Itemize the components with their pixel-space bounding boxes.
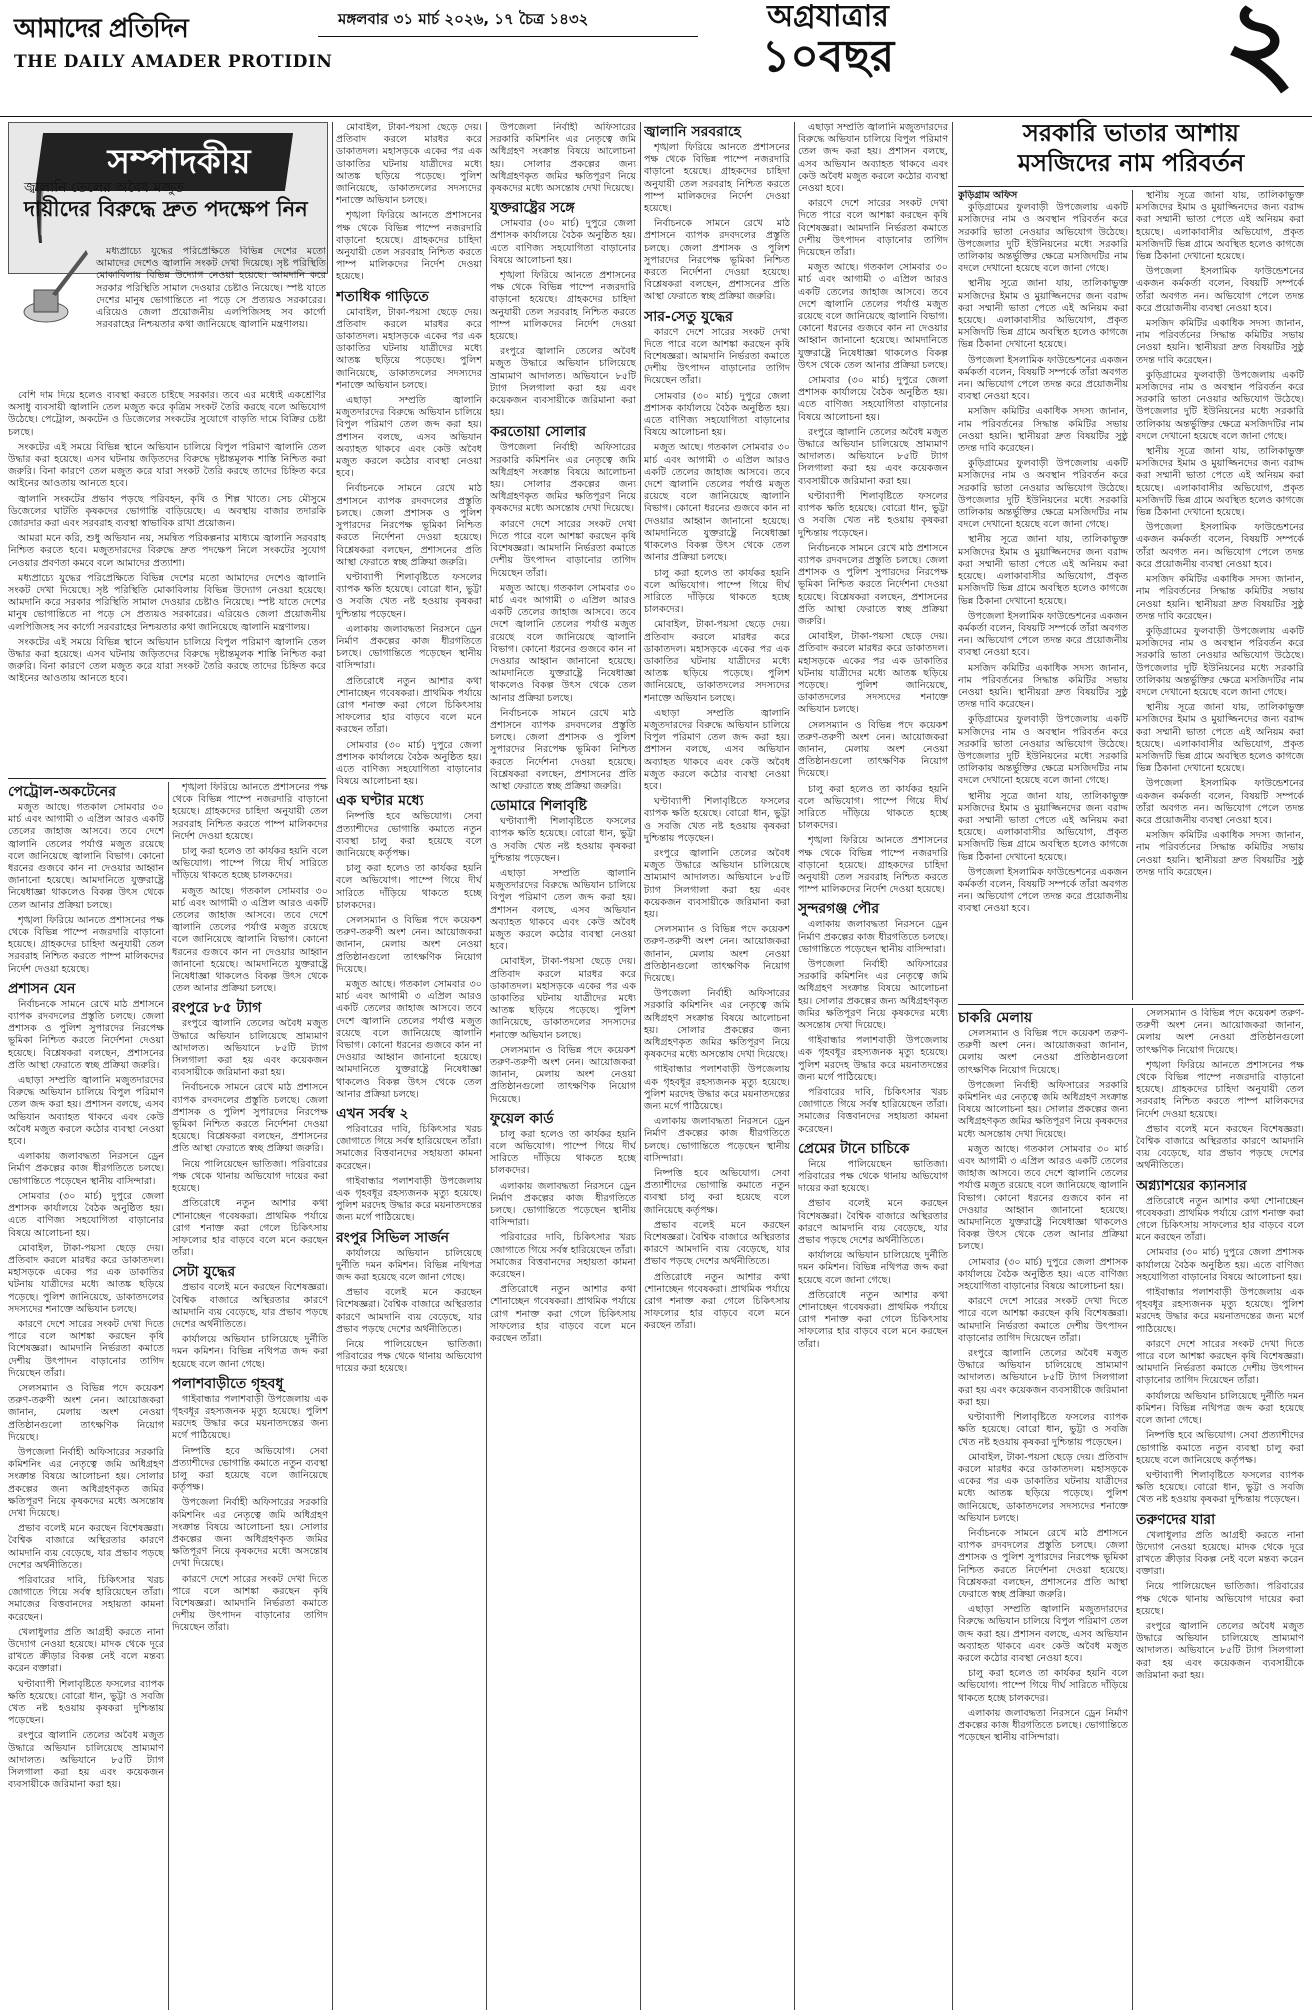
story-body: সেলসম্যান ও বিভিন্ন পদে কয়েকশ তরুণ-তরুণী অংশ নেন। আয়োজকরা জানান, মেলায় অংশ নেওয়া প্রতিষ্ঠানগুলো তাৎক্ষণিক নিয়োগ দিয়েছে। [1136, 1008, 1304, 1056]
anniversary-line-2: ১০বছর [761, 31, 895, 82]
story-body: নির্বাচনকে সামনে রেখে মাঠ প্রশাসনে ব্যাপক রদবদলের প্রস্তুতি চলছে। জেলা প্রশাসক ও পুলিশ সুপারদের নিরপেক্ষ ভূমিকা নিশ্চিত করতে নির্দেশনা দেওয়া হয়েছে। বিশ্লেষকরা বলছেন, প্রশাসনের প্রতি আস্থা ফেরাতে স্বচ্ছ প্রক্রিয়া জরুরি। [336, 483, 482, 568]
lead-byline: কুড়িগ্রাম অফিস [958, 190, 1018, 201]
lead-paragraph: স্থানীয় সূত্রে জানা যায়, তালিকাভুক্ত মসজিদের ইমাম ও মুয়াজ্জিনদের জন্য বরাদ্দ করা সম্মানী ভাতা পেতে এই অনিয়ম করা হয়েছে। এলাকাবাসীর অভিযোগ, প্রকৃত মসজিদটি ভিন্ন গ্রামে অবস্থিত হলেও কাগজে ভিন্ন ঠিকানা দেখানো হয়েছে। [1136, 190, 1304, 263]
editorial-banner-title: সম্পাদকীয় [107, 142, 251, 182]
story-body: মোবাইল, টাকা-পয়সা ছেড়ে দেয়। প্রতিবাদ করলে মারধর করে ডাকাতদল। মহাসড়কে একের পর এক ডাকাতির ঘটনায় যাত্রীদের মধ্যে আতঙ্ক ছড়িয়ে পড়েছে। পুলিশ জানিয়েছে, ডাকাতদলের সদস্যদের শনাক্তে অভিযান চলছে। [490, 956, 636, 1041]
story-body: সোমবার (৩০ মার্চ) দুপুরে জেলা প্রশাসক কার্যালয়ে বৈঠক অনুষ্ঠিত হয়। এতে বাণিজ্য সহযোগিতা বাড়ানোর বিষয়ে আলোচনা হয়। [490, 218, 636, 266]
column-5 [644, 122, 790, 2010]
story-body: চালু করা হলেও তা কার্যকর হয়নি বলে অভিযোগ। পাম্পে গিয়ে দীর্ঘ সারিতে দাঁড়িয়ে থাকতে হচ্ছে চালকদের। [644, 567, 790, 616]
editorial-body [8, 390, 326, 774]
story-body: এলাকায় জলাবদ্ধতা নিরসনে ড্রেন নির্মাণ প্রকল্পের কাজ ধীরগতিতে চলছে। ভোগান্তিতে পড়েছেন স্থানীয় বাসিন্দারা। [336, 623, 482, 672]
story-body: কার্যালয়ে অভিযান চালিয়েছে দুর্নীতি দমন কমিশন। বিভিন্ন নথিপত্র জব্দ করা হয়েছে বলে জানা গেছে। [336, 1247, 482, 1284]
story-body: সোমবার (৩০ মার্চ) দুপুরে জেলা প্রশাসক কার্যালয়ে বৈঠক অনুষ্ঠিত হয়। এতে বাণিজ্য সহযোগিতা বাড়ানোর বিষয়ে আলোচনা হয়। [644, 390, 790, 439]
masthead [8, 0, 1304, 118]
masthead-divider [0, 116, 1312, 117]
story-body: উপজেলা নির্বাহী অফিসারের সরকারি কমিশনিং এর নেতৃত্বে জমি অধিগ্রহণ সংক্রান্ত বিষয়ে আলোচনা হয়। সোলার প্রকল্পের জন্য অধিগ্রহণকৃত জমির ক্ষতিপূরণ নিয়ে কৃষকদের মধ্যে অসন্তোষ দেখা দিয়েছে। [8, 1446, 164, 1519]
story-title[interactable]: চাকরি মেলায় [958, 1010, 1033, 1026]
editorial-paragraph: সংকটের এই সময়ে বিভিন্ন স্থানে অভিযান চালিয়ে বিপুল পরিমাণ জ্বালানি তেল উদ্ধার করা হয়েছে। এসব ঘটনায় জড়িতদের বিরুদ্ধে দৃষ্টান্তমূলক শাস্তি নিশ্চিত করা জরুরি। বিনা কারণে তেল মজুত করে যারা সংকট তৈরি করছে তাদের চিহ্নিত করে আইনের আওতায় আনতে হবে। [8, 441, 326, 490]
lead-paragraph: কুড়িগ্রামের ফুলবাড়ী উপজেলায় একটি মসজিদের নাম ও অবস্থান পরিবর্তন করে সরকারি ভাতা নেওয়ার অভিযোগ উঠেছে। উপজেলার দুটি ইউনিয়নের মধ্যে সরকারি তালিকায় অন্তর্ভুক্তির ক্ষেত্রে মসজিদটির নাম বদলে দেখানো হয়েছে বলে জানা গেছে। [1136, 369, 1304, 442]
story-title[interactable]: রংপুরে ৮৫ ট্যাগ [172, 1000, 262, 1017]
story-body: মোবাইল, টাকা-পয়সা ছেড়ে দেয়। প্রতিবাদ করলে মারধর করে ডাকাতদল। মহাসড়কে একের পর এক ডাকাতির ঘটনায় যাত্রীদের মধ্যে আতঙ্ক ছড়িয়ে পড়েছে। পুলিশ জানিয়েছে, ডাকাতদলের সদস্যদের শনাক্তে অভিযান চলছে। [8, 1242, 164, 1315]
lead-paragraph: মসজিদ কমিটির একাধিক সদস্য জানান, নাম পরিবর্তনের সিদ্ধান্ত কমিটির সভায় নেওয়া হয়নি। স্থানীয়রা দ্রুত বিষয়টির সুষ্ঠু তদন্ত দাবি করেছেন। [958, 662, 1128, 711]
story-body: উপজেলা নির্বাহী অফিসারের সরকারি কমিশনিং এর নেতৃত্বে জমি অধিগ্রহণ সংক্রান্ত বিষয়ে আলোচনা হয়। সোলার প্রকল্পের জন্য অধিগ্রহণকৃত জমির ক্ষতিপূরণ নিয়ে কৃষকদের মধ্যে অসন্তোষ দেখা দিয়েছে। [172, 1497, 328, 1570]
story-body: গাইবান্ধার পলাশবাড়ী উপজেলায় এক গৃহবধূর রহস্যজনক মৃত্যু হয়েছে। পুলিশ মরদেহ উদ্ধার করে ময়নাতদন্তের জন্য মর্গে পাঠিয়েছে। [644, 1064, 790, 1113]
editorial-paragraph: জ্বালানি সংকটের প্রভাব পড়ছে পরিবহন, কৃষি ও শিল্প খাতে। সেচ মৌসুমে ডিজেলের ঘাটতি কৃষকদের ভোগান্তি বাড়িয়েছে। এ অবস্থায় বাজার তদারকি জোরদার করা এবং সরবরাহ ব্যবস্থা স্বাভাবিক রাখা প্রয়োজন। [8, 493, 326, 530]
story-body: মজুত আছে। গতকাল সোমবার ৩০ মার্চ এবং আগামী ৩ এপ্রিল আরও একটি তেলের জাহাজ আসবে। তবে দেশে জ্বালানি তেলের পর্যাপ্ত মজুত রয়েছে বলে জানিয়েছে জ্বালানি বিভাগ। কোনো ধরনের গুজবে কান না দেওয়ার আহ্বান জানানো হয়েছে। আমদানিতে যুক্তরাষ্ট্রে নিষেধাজ্ঞা থাকলেও বিকল্প উৎস থেকে তেল আনার প্রক্রিয়া চলছে। [798, 262, 948, 371]
story-body: প্রতিরোধে নতুন আশার কথা শোনাচ্ছেন গবেষকরা। প্রাথমিক পর্যায়ে রোগ শনাক্ত করা গেলে চিকিৎসায় সাফল্যের হার বাড়বে বলে মনে করছেন তাঁরা। [490, 1284, 636, 1345]
story-body: মোবাইল, টাকা-পয়সা ছেড়ে দেয়। প্রতিবাদ করলে মারধর করে ডাকাতদল। মহাসড়কে একের পর এক ডাকাতির ঘটনায় যাত্রীদের মধ্যে আতঙ্ক ছড়িয়ে পড়েছে। পুলিশ জানিয়েছে, ডাকাতদলের সদস্যদের শনাক্তে অভিযান চলছে। [958, 1451, 1128, 1524]
story-title[interactable]: এক ঘণ্টার মধ্যে [336, 793, 424, 810]
anniversary-badge [728, 0, 928, 80]
story-body: চালু করা হলেও তা কার্যকর হয়নি বলে অভিযোগ। পাম্পে গিয়ে দীর্ঘ সারিতে দাঁড়িয়ে থাকতে হচ্ছে চালকদের। [172, 846, 328, 882]
story-body: উপজেলা নির্বাহী অফিসারের সরকারি কমিশনিং এর নেতৃত্বে জমি অধিগ্রহণ সংক্রান্ত বিষয়ে আলোচনা হয়। সোলার প্রকল্পের জন্য অধিগ্রহণকৃত জমির ক্ষতিপূরণ নিয়ে কৃষকদের মধ্যে অসন্তোষ দেখা দিয়েছে। [490, 442, 636, 515]
story-body: প্রভাব বলেই মনে করছেন বিশেষজ্ঞরা। বৈশ্বিক বাজারে অস্থিরতার কারণে আমদানি ব্যয় বেড়েছে, যার প্রভাব পড়ছে দেশের অর্থনীতিতে। [8, 1523, 164, 1571]
story-body: এছাড়া সম্প্রতি জ্বালানি মজুতদারদের বিরুদ্ধে অভিযান চালিয়ে বিপুল পরিমাণ তেল জব্দ করা হয়। প্রশাসন বলছে, এসব অভিযান অব্যাহত থাকবে এবং কেউ অবৈধ মজুত করলে কঠোর ব্যবস্থা নেওয়া হবে। [490, 867, 636, 953]
anniversary-line-1: অগ্রযাত্রার [767, 0, 889, 34]
story-body: নিয়ে পালিয়েছেন ভাতিজা। পরিবারের পক্ষ থেকে থানায় অভিযোগ দায়ের করা হয়েছে। [1136, 1581, 1304, 1617]
story-body: নির্বাচনকে সামনে রেখে মাঠ প্রশাসনে ব্যাপক রদবদলের প্রস্তুতি চলছে। জেলা প্রশাসক ও পুলিশ সুপারদের নিরপেক্ষ ভূমিকা নিশ্চিত করতে নির্দেশনা দেওয়া হয়েছে। বিশ্লেষকরা বলছেন, প্রশাসনের প্রতি আস্থা ফেরাতে স্বচ্ছ প্রক্রিয়া জরুরি। [490, 707, 636, 792]
story-body: প্রভাব বলেই মনে করছেন বিশেষজ্ঞরা। বৈশ্বিক বাজারে অস্থিরতার কারণে আমদানি ব্যয় বেড়েছে, যার প্রভাব পড়ছে দেশের অর্থনীতিতে। [798, 1198, 948, 1247]
story-body: মজুত আছে। গতকাল সোমবার ৩০ মার্চ এবং আগামী ৩ এপ্রিল আরও একটি তেলের জাহাজ আসবে। তবে দেশে জ্বালানি তেলের পর্যাপ্ত মজুত রয়েছে বলে জানিয়েছে জ্বালানি বিভাগ। কোনো ধরনের গুজবে কান না দেওয়ার আহ্বান জানানো হয়েছে। আমদানিতে যুক্তরাষ্ট্রে নিষেধাজ্ঞা থাকলেও বিকল্প উৎস থেকে তেল আনার প্রক্রিয়া চলছে। [490, 582, 636, 704]
story-body: নিয়ে পালিয়েছেন ভাতিজা। পরিবারের পক্ষ থেকে থানায় অভিযোগ দায়ের করা হয়েছে। [336, 1339, 482, 1375]
story-body: শৃঙ্খলা ফিরিয়ে আনতে প্রশাসনের পক্ষ থেকে বিভিন্ন পাম্পে নজরদারি বাড়ানো হয়েছে। গ্রাহকদের চাহিদা অনুযায়ী তেল সরবরাহ নিশ্চিত করতে পাম্প মালিকদের নির্দেশ দেওয়া হয়েছে। [644, 142, 790, 215]
story-body: মোবাইল, টাকা-পয়সা ছেড়ে দেয়। প্রতিবাদ করলে মারধর করে ডাকাতদল। মহাসড়কে একের পর এক ডাকাতির ঘটনায় যাত্রীদের মধ্যে আতঙ্ক ছড়িয়ে পড়েছে। পুলিশ জানিয়েছে, ডাকাতদলের সদস্যদের শনাক্তে অভিযান চলছে। [336, 306, 482, 391]
story-body: নিষ্পত্তি হবে অভিযোগ। সেবা প্রত্যাশীদের ভোগান্তি কমাতে নতুন ব্যবস্থা চালু করা হয়েছে বলে জানিয়েছে কর্তৃপক্ষ। [1136, 1430, 1304, 1466]
logo-english: THE DAILY AMADER PROTIDIN [14, 52, 333, 72]
story-title[interactable]: সুন্দরগঞ্জ পৌর [798, 901, 880, 918]
story-title[interactable]: অগ্ন্যাশয়ের ক্যানসার [1136, 1177, 1247, 1194]
story-title[interactable]: করতোয়া সোলার [490, 424, 587, 441]
lead-paragraph: উপজেলা ইসলামিক ফাউন্ডেশনের একজন কর্মকর্তা বলেন, বিষয়টি সম্পর্কে তাঁরা অবগত নন। অভিযোগ পেলে তদন্ত করে প্রয়োজনীয় ব্যবস্থা নেওয়া হবে। [958, 866, 1128, 915]
lead-paragraph: স্থানীয় সূত্রে জানা যায়, তালিকাভুক্ত মসজিদের ইমাম ও মুয়াজ্জিনদের জন্য বরাদ্দ করা সম্মানী ভাতা পেতে এই অনিয়ম করা হয়েছে। এলাকাবাসীর অভিযোগ, প্রকৃত মসজিদটি ভিন্ন গ্রামে অবস্থিত হলেও কাগজে ভিন্ন ঠিকানা দেখানো হয়েছে। [958, 534, 1128, 607]
lead-paragraph: কুড়িগ্রামের ফুলবাড়ী উপজেলায় একটি মসজিদের নাম ও অবস্থান পরিবর্তন করে সরকারি ভাতা নেওয়ার অভিযোগ উঠেছে। উপজেলার দুটি ইউনিয়নের মধ্যে সরকারি তালিকায় অন্তর্ভুক্তির ক্ষেত্রে মসজিদটির নাম বদলে দেখানো হয়েছে বলে জানা গেছে। [958, 714, 1128, 787]
story-body: সেলসম্যান ও বিভিন্ন পদে কয়েকশ তরুণ-তরুণী অংশ নেন। আয়োজকরা জানান, মেলায় অংশ নেওয়া প্রতিষ্ঠানগুলো তাৎক্ষণিক নিয়োগ দিয়েছে। [798, 719, 948, 780]
column-7-lower [958, 1008, 1128, 2010]
story-body: রংপুরে জ্বালানি তেলের অবৈধ মজুত উদ্ধারে অভিযান চালিয়েছে ভ্রাম্যমাণ আদালত। অভিযানে ৮৫টি ট্যাগ সিলগালা করা হয় এবং কয়েকজন ব্যবসায়ীকে জরিমানা করা হয়। [1136, 1620, 1304, 1681]
story-body: উপজেলা নির্বাহী অফিসারের সরকারি কমিশনিং এর নেতৃত্বে জমি অধিগ্রহণ সংক্রান্ত বিষয়ে আলোচনা হয়। সোলার প্রকল্পের জন্য অধিগ্রহণকৃত জমির ক্ষতিপূরণ নিয়ে কৃষকদের মধ্যে অসন্তোষ দেখা দিয়েছে। [958, 1079, 1128, 1140]
story-body: রংপুরে জ্বালানি তেলের অবৈধ মজুত উদ্ধারে অভিযান চালিয়েছে ভ্রাম্যমাণ আদালত। অভিযানে ৮৫টি ট্যাগ সিলগালা করা হয় এবং কয়েকজন ব্যবসায়ীকে জরিমানা করা হয়। [798, 426, 948, 487]
story-body: ঘণ্টাব্যাপী শিলাবৃষ্টিতে ফসলের ব্যাপক ক্ষতি হয়েছে। বোরো ধান, ভুট্টা ও সবজি খেত নষ্ট হওয়ায় কৃষকরা দুশ্চিন্তায় পড়েছেন। [1136, 1469, 1304, 1506]
lead-headline[interactable] [958, 118, 1304, 178]
story-body: নিয়ে পালিয়েছেন ভাতিজা। পরিবারের পক্ষ থেকে থানায় অভিযোগ দায়ের করা হয়েছে। [798, 1158, 948, 1195]
editorial-paragraph: মধ্যপ্রাচ্যে যুদ্ধের পরিপ্রেক্ষিতে বিভিন্ন দেশের মতো আমাদের দেশেও জ্বালানি সংকট দেখা দিয়েছে। সৃষ্ট পরিস্থিতি মোকাবিলায় বিভিন্ন উদ্যোগ নেওয়া হয়েছে। আমদানি করে সরকার পরিস্থিতি সামাল দেওয়ার চেষ্টাও নিয়েছে। স্পষ্ট যাতে দেশের মানুষ ভোগান্তিতে না পড়ে সে প্রত্যয়ও সরকারের। এরিয়েও জেলা প্রয়োজনীয় এলপিজিসহ সব কার্গো সরবরাহের নিশ্চয়তার কথা জানিয়েছে জ্বালানি মন্ত্রণালয়। [96, 246, 326, 331]
lead-paragraph: কুড়িগ্রামের ফুলবাড়ী উপজেলায় একটি মসজিদের নাম ও অবস্থান পরিবর্তন করে সরকারি ভাতা নেওয়ার অভিযোগ উঠেছে। উপজেলার দুটি ইউনিয়নের মধ্যে সরকারি তালিকায় অন্তর্ভুক্তির ক্ষেত্রে মসজিদটির নাম বদলে দেখানো হয়েছে বলে জানা গেছে। [958, 202, 1128, 275]
story-body: শৃঙ্খলা ফিরিয়ে আনতে প্রশাসনের পক্ষ থেকে বিভিন্ন পাম্পে নজরদারি বাড়ানো হয়েছে। গ্রাহকদের চাহিদা অনুযায়ী তেল সরবরাহ নিশ্চিত করতে পাম্প মালিকদের নির্দেশ দেওয়া হয়েছে। [490, 270, 636, 343]
story-body: শৃঙ্খলা ফিরিয়ে আনতে প্রশাসনের পক্ষ থেকে বিভিন্ন পাম্পে নজরদারি বাড়ানো হয়েছে। গ্রাহকদের চাহিদা অনুযায়ী তেল সরবরাহ নিশ্চিত করতে পাম্প মালিকদের নির্দেশ দেওয়া হয়েছে। [336, 210, 482, 283]
story-body: পরিবারের দাবি, চিকিৎসার খরচ জোগাতে গিয়ে সর্বস্ব হারিয়েছেন তাঁরা। সমাজের বিত্তবানদের সহায়তা কামনা করেছেন। [798, 1087, 948, 1135]
story-title[interactable]: ফুয়েল কার্ড [490, 1110, 554, 1127]
story-body: ঘণ্টাব্যাপী শিলাবৃষ্টিতে ফসলের ব্যাপক ক্ষতি হয়েছে। বোরো ধান, ভুট্টা ও সবজি খেত নষ্ট হওয়ায় কৃষকরা দুশ্চিন্তায় পড়েছেন। [490, 816, 636, 864]
lead-paragraph: মসজিদ কমিটির একাধিক সদস্য জানান, নাম পরিবর্তনের সিদ্ধান্ত কমিটির সভায় নেওয়া হয়নি। স্থানীয়রা দ্রুত বিষয়টির সুষ্ঠু তদন্ত দাবি করেছেন। [958, 406, 1128, 455]
lead-paragraph: স্থানীয় সূত্রে জানা যায়, তালিকাভুক্ত মসজিদের ইমাম ও মুয়াজ্জিনদের জন্য বরাদ্দ করা সম্মানী ভাতা পেতে এই অনিয়ম করা হয়েছে। এলাকাবাসীর অভিযোগ, প্রকৃত মসজিদটি ভিন্ন গ্রামে অবস্থিত হলেও কাগজে ভিন্ন ঠিকানা দেখানো হয়েছে। [1136, 702, 1304, 775]
story-body: মজুত আছে। গতকাল সোমবার ৩০ মার্চ এবং আগামী ৩ এপ্রিল আরও একটি তেলের জাহাজ আসবে। তবে দেশে জ্বালানি তেলের পর্যাপ্ত মজুত রয়েছে বলে জানিয়েছে জ্বালানি বিভাগ। কোনো ধরনের গুজবে কান না দেওয়ার আহ্বান জানানো হয়েছে। আমদানিতে যুক্তরাষ্ট্রে নিষেধাজ্ঞা থাকলেও বিকল্প উৎস থেকে তেল আনার প্রক্রিয়া চলছে। [8, 802, 164, 911]
story-body: কারণে দেশে সারের সংকট দেখা দিতে পারে বলে আশঙ্কা করছেন কৃষি বিশেষজ্ঞরা। আমদানি নির্ভরতা কমাতে দেশীয় উৎপাদন বাড়ানোর তাগিদ দিয়েছেন তাঁরা। [644, 326, 790, 387]
lead-paragraph: উপজেলা ইসলামিক ফাউন্ডেশনের একজন কর্মকর্তা বলেন, বিষয়টি সম্পর্কে তাঁরা অবগত নন। অভিযোগ পেলে তদন্ত করে প্রয়োজনীয় ব্যবস্থা নেওয়া হবে। [1136, 266, 1304, 314]
story-title[interactable]: পেট্রোল-অকটেনের [8, 784, 116, 800]
column-1-lower [8, 782, 164, 2012]
story-body: চালু করা হলেও তা কার্যকর হয়নি বলে অভিযোগ। পাম্পে গিয়ে দীর্ঘ সারিতে দাঁড়িয়ে থাকতে হচ্ছে চালকদের। [490, 1128, 636, 1177]
story-body: সেলসম্যান ও বিভিন্ন পদে কয়েকশ তরুণ-তরুণী অংশ নেন। আয়োজকরা জানান, মেলায় অংশ নেওয়া প্রতিষ্ঠানগুলো তাৎক্ষণিক নিয়োগ দিয়েছে। [490, 1044, 636, 1105]
story-body: উপজেলা নির্বাহী অফিসারের সরকারি কমিশনিং এর নেতৃত্বে জমি অধিগ্রহণ সংক্রান্ত বিষয়ে আলোচনা হয়। সোলার প্রকল্পের জন্য অধিগ্রহণকৃত জমির ক্ষতিপূরণ নিয়ে কৃষকদের মধ্যে অসন্তোষ দেখা দিয়েছে। [490, 122, 636, 195]
lead-column-a [958, 190, 1128, 1000]
logo-bengali[interactable]: আমাদের প্রতিদিন [14, 14, 188, 44]
story-body: কারণে দেশে সারের সংকট দেখা দিতে পারে বলে আশঙ্কা করছেন কৃষি বিশেষজ্ঞরা। আমদানি নির্ভরতা কমাতে দেশীয় উৎপাদন বাড়ানোর তাগিদ দিয়েছেন তাঁরা। [798, 198, 948, 259]
story-body: প্রতিরোধে নতুন আশার কথা শোনাচ্ছেন গবেষকরা। প্রাথমিক পর্যায়ে রোগ শনাক্ত করা গেলে চিকিৎসায় সাফল্যের হার বাড়বে বলে মনে করছেন তাঁরা। [644, 1271, 790, 1332]
lead-paragraph: উপজেলা ইসলামিক ফাউন্ডেশনের একজন কর্মকর্তা বলেন, বিষয়টি সম্পর্কে তাঁরা অবগত নন। অভিযোগ পেলে তদন্ত করে প্রয়োজনীয় ব্যবস্থা নেওয়া হবে। [1136, 778, 1304, 826]
story-body: প্রতিরোধে নতুন আশার কথা শোনাচ্ছেন গবেষকরা। প্রাথমিক পর্যায়ে রোগ শনাক্ত করা গেলে চিকিৎসায় সাফল্যের হার বাড়বে বলে মনে করছেন তাঁরা। [172, 1198, 328, 1259]
column-divider [332, 122, 333, 2010]
story-body: শৃঙ্খলা ফিরিয়ে আনতে প্রশাসনের পক্ষ থেকে বিভিন্ন পাম্পে নজরদারি বাড়ানো হয়েছে। গ্রাহকদের চাহিদা অনুযায়ী তেল সরবরাহ নিশ্চিত করতে পাম্প মালিকদের নির্দেশ দেওয়া হয়েছে। [798, 835, 948, 896]
lead-paragraph: মসজিদ কমিটির একাধিক সদস্য জানান, নাম পরিবর্তনের সিদ্ধান্ত কমিটির সভায় নেওয়া হয়নি। স্থানীয়রা দ্রুত বিষয়টির সুষ্ঠু তদন্ত দাবি করেছেন। [1136, 318, 1304, 366]
story-body: রংপুরে জ্বালানি তেলের অবৈধ মজুত উদ্ধারে অভিযান চালিয়েছে ভ্রাম্যমাণ আদালত। অভিযানে ৮৫টি ট্যাগ সিলগালা করা হয় এবং কয়েকজন ব্যবসায়ীকে জরিমানা করা হয়। [958, 1348, 1128, 1408]
story-title[interactable]: শতাধিক গাড়িতে [336, 288, 429, 305]
editorial-end-rule [8, 778, 326, 779]
story-body: মোবাইল, টাকা-পয়সা ছেড়ে দেয়। প্রতিবাদ করলে মারধর করে ডাকাতদল। মহাসড়কে একের পর এক ডাকাতির ঘটনায় যাত্রীদের মধ্যে আতঙ্ক ছড়িয়ে পড়েছে। পুলিশ জানিয়েছে, ডাকাতদলের সদস্যদের শনাক্তে অভিযান চলছে। [644, 619, 790, 704]
lead-paragraph: স্থানীয় সূত্রে জানা যায়, তালিকাভুক্ত মসজিদের ইমাম ও মুয়াজ্জিনদের জন্য বরাদ্দ করা সম্মানী ভাতা পেতে এই অনিয়ম করা হয়েছে। এলাকাবাসীর অভিযোগ, প্রকৃত মসজিদটি ভিন্ন গ্রামে অবস্থিত হলেও কাগজে ভিন্ন ঠিকানা দেখানো হয়েছে। [958, 790, 1128, 863]
column-divider [952, 122, 953, 2010]
story-body: কারণে দেশে সারের সংকট দেখা দিতে পারে বলে আশঙ্কা করছেন কৃষি বিশেষজ্ঞরা। আমদানি নির্ভরতা কমাতে দেশীয় উৎপাদন বাড়ানোর তাগিদ দিয়েছেন তাঁরা। [8, 1318, 164, 1379]
story-body: কারণে দেশে সারের সংকট দেখা দিতে পারে বলে আশঙ্কা করছেন কৃষি বিশেষজ্ঞরা। আমদানি নির্ভরতা কমাতে দেশীয় উৎপাদন বাড়ানোর তাগিদ দিয়েছেন তাঁরা। [490, 518, 636, 579]
editorial-headline[interactable]: দায়ীদের বিরুদ্ধে দ্রুত পদক্ষেপ নিন [24, 197, 308, 221]
story-title[interactable]: প্রেমের টানে চাচিকে [798, 1140, 910, 1157]
story-body: গাইবান্ধার পলাশবাড়ী উপজেলায় এক গৃহবধূর রহস্যজনক মৃত্যু হয়েছে। পুলিশ মরদেহ উদ্ধার করে ময়নাতদন্তের জন্য মর্গে পাঠিয়েছে। [798, 1035, 948, 1083]
story-body: প্রভাব বলেই মনে করছেন বিশেষজ্ঞরা। বৈশ্বিক বাজারে অস্থিরতার কারণে আমদানি ব্যয় বেড়েছে, যার প্রভাব পড়ছে দেশের অর্থনীতিতে। [1136, 1123, 1304, 1172]
story-body: গাইবান্ধার পলাশবাড়ী উপজেলায় এক গৃহবধূর রহস্যজনক মৃত্যু হয়েছে। পুলিশ মরদেহ উদ্ধার করে ময়নাতদন্তের জন্য মর্গে পাঠিয়েছে। [1136, 1287, 1304, 1335]
story-body: নির্বাচনকে সামনে রেখে মাঠ প্রশাসনে ব্যাপক রদবদলের প্রস্তুতি চলছে। জেলা প্রশাসক ও পুলিশ সুপারদের নিরপেক্ষ ভূমিকা নিশ্চিত করতে নির্দেশনা দেওয়া হয়েছে। বিশ্লেষকরা বলছেন, প্রশাসনের প্রতি আস্থা ফেরাতে স্বচ্ছ প্রক্রিয়া জরুরি। [172, 1082, 328, 1155]
story-body: মজুত আছে। গতকাল সোমবার ৩০ মার্চ এবং আগামী ৩ এপ্রিল আরও একটি তেলের জাহাজ আসবে। তবে দেশে জ্বালানি তেলের পর্যাপ্ত মজুত রয়েছে বলে জানিয়েছে জ্বালানি বিভাগ। কোনো ধরনের গুজবে কান না দেওয়ার আহ্বান জানানো হয়েছে। আমদানিতে যুক্তরাষ্ট্রে নিষেধাজ্ঞা থাকলেও বিকল্প উৎস থেকে তেল আনার প্রক্রিয়া চলছে। [172, 885, 328, 995]
story-title[interactable]: যুক্তরাষ্ট্রের সঙ্গে [490, 200, 575, 217]
story-body: মজুত আছে। গতকাল সোমবার ৩০ মার্চ এবং আগামী ৩ এপ্রিল আরও একটি তেলের জাহাজ আসবে। তবে দেশে জ্বালানি তেলের পর্যাপ্ত মজুত রয়েছে বলে জানিয়েছে জ্বালানি বিভাগ। কোনো ধরনের গুজবে কান না দেওয়ার আহ্বান জানানো হয়েছে। আমদানিতে যুক্তরাষ্ট্রে নিষেধাজ্ঞা থাকলেও বিকল্প উৎস থেকে তেল আনার প্রক্রিয়া চলছে। [958, 1143, 1128, 1253]
column-8-lower [1136, 1008, 1304, 2010]
story-body: প্রতিরোধে নতুন আশার কথা শোনাচ্ছেন গবেষকরা। প্রাথমিক পর্যায়ে রোগ শনাক্ত করা গেলে চিকিৎসায় সাফল্যের হার বাড়বে বলে মনে করছেন তাঁরা। [336, 675, 482, 736]
lead-paragraph: কুড়িগ্রামের ফুলবাড়ী উপজেলায় একটি মসজিদের নাম ও অবস্থান পরিবর্তন করে সরকারি ভাতা নেওয়ার অভিযোগ উঠেছে। উপজেলার দুটি ইউনিয়নের মধ্যে সরকারি তালিকায় অন্তর্ভুক্তির ক্ষেত্রে মসজিদটির নাম বদলে দেখানো হয়েছে বলে জানা গেছে। [958, 458, 1128, 531]
story-body: নির্বাচনকে সামনে রেখে মাঠ প্রশাসনে ব্যাপক রদবদলের প্রস্তুতি চলছে। জেলা প্রশাসক ও পুলিশ সুপারদের নিরপেক্ষ ভূমিকা নিশ্চিত করতে নির্দেশনা দেওয়া হয়েছে। বিশ্লেষকরা বলছেন, প্রশাসনের প্রতি আস্থা ফেরাতে স্বচ্ছ প্রক্রিয়া জরুরি। [958, 1527, 1128, 1600]
story-body: এছাড়া সম্প্রতি জ্বালানি মজুতদারদের বিরুদ্ধে অভিযান চালিয়ে বিপুল পরিমাণ তেল জব্দ করা হয়। প্রশাসন বলছে, এসব অভিযান অব্যাহত থাকবে এবং কেউ অবৈধ মজুত করলে কঠোর ব্যবস্থা নেওয়া হবে। [336, 395, 482, 480]
column-divider [486, 122, 487, 2010]
lead-paragraph: উপজেলা ইসলামিক ফাউন্ডেশনের একজন কর্মকর্তা বলেন, বিষয়টি সম্পর্কে তাঁরা অবগত নন। অভিযোগ পেলে তদন্ত করে প্রয়োজনীয় ব্যবস্থা নেওয়া হবে। [958, 610, 1128, 659]
story-body: পরিবারের দাবি, চিকিৎসার খরচ জোগাতে গিয়ে সর্বস্ব হারিয়েছেন তাঁরা। সমাজের বিত্তবানদের সহায়তা কামনা করেছেন। [8, 1574, 164, 1623]
editorial-body-intro [96, 246, 326, 386]
story-body: নিষ্পত্তি হবে অভিযোগ। সেবা প্রত্যাশীদের ভোগান্তি কমাতে নতুন ব্যবস্থা চালু করা হয়েছে বলে জানিয়েছে কর্তৃপক্ষ। [644, 1168, 790, 1216]
column-6 [798, 122, 948, 2010]
story-body: উপজেলা নির্বাহী অফিসারের সরকারি কমিশনিং এর নেতৃত্বে জমি অধিগ্রহণ সংক্রান্ত বিষয়ে আলোচনা হয়। সোলার প্রকল্পের জন্য অধিগ্রহণকৃত জমির ক্ষতিপূরণ নিয়ে কৃষকদের মধ্যে অসন্তোষ দেখা দিয়েছে। [644, 988, 790, 1061]
column-divider [1132, 190, 1133, 1000]
lead-paragraph: কুড়িগ্রামের ফুলবাড়ী উপজেলায় একটি মসজিদের নাম ও অবস্থান পরিবর্তন করে সরকারি ভাতা নেওয়ার অভিযোগ উঠেছে। উপজেলার দুটি ইউনিয়নের মধ্যে সরকারি তালিকায় অন্তর্ভুক্তির ক্ষেত্রে মসজিদটির নাম বদলে দেখানো হয়েছে বলে জানা গেছে। [1136, 625, 1304, 698]
date-line: মঙ্গলবার ৩১ মার্চ ২০২৬, ১৭ চৈত্র ১৪৩২ [338, 10, 589, 28]
story-body: চালু করা হলেও তা কার্যকর হয়নি বলে অভিযোগ। পাম্পে গিয়ে দীর্ঘ সারিতে দাঁড়িয়ে থাকতে হচ্ছে চালকদের। [336, 863, 482, 911]
story-body: সেলসম্যান ও বিভিন্ন পদে কয়েকশ তরুণ-তরুণী অংশ নেন। আয়োজকরা জানান, মেলায় অংশ নেওয়া প্রতিষ্ঠানগুলো তাৎক্ষণিক নিয়োগ দিয়েছে। [336, 914, 482, 975]
story-body: এলাকায় জলাবদ্ধতা নিরসনে ড্রেন নির্মাণ প্রকল্পের কাজ ধীরগতিতে চলছে। ভোগান্তিতে পড়েছেন স্থানীয় বাসিন্দারা। [644, 1116, 790, 1164]
column-3 [336, 122, 482, 2010]
story-body: পরিবারের দাবি, চিকিৎসার খরচ জোগাতে গিয়ে সর্বস্ব হারিয়েছেন তাঁরা। সমাজের বিত্তবানদের সহায়তা কামনা করেছেন। [336, 1124, 482, 1172]
story-body: নিষ্পত্তি হবে অভিযোগ। সেবা প্রত্যাশীদের ভোগান্তি কমাতে নতুন ব্যবস্থা চালু করা হয়েছে বলে জানিয়েছে কর্তৃপক্ষ। [336, 811, 482, 859]
lead-paragraph: স্থানীয় সূত্রে জানা যায়, তালিকাভুক্ত মসজিদের ইমাম ও মুয়াজ্জিনদের জন্য বরাদ্দ করা সম্মানী ভাতা পেতে এই অনিয়ম করা হয়েছে। এলাকাবাসীর অভিযোগ, প্রকৃত মসজিদটি ভিন্ন গ্রামে অবস্থিত হলেও কাগজে ভিন্ন ঠিকানা দেখানো হয়েছে। [1136, 446, 1304, 519]
lead-headline-line-2: মসজিদের নাম পরিবর্তন [1017, 149, 1245, 177]
story-body: শৃঙ্খলা ফিরিয়ে আনতে প্রশাসনের পক্ষ থেকে বিভিন্ন পাম্পে নজরদারি বাড়ানো হয়েছে। গ্রাহকদের চাহিদা অনুযায়ী তেল সরবরাহ নিশ্চিত করতে পাম্প মালিকদের নির্দেশ দেওয়া হয়েছে। [1136, 1059, 1304, 1120]
story-body: ঘণ্টাব্যাপী শিলাবৃষ্টিতে ফসলের ব্যাপক ক্ষতি হয়েছে। বোরো ধান, ভুট্টা ও সবজি খেত নষ্ট হওয়ায় কৃষকরা দুশ্চিন্তায় পড়েছেন। [798, 490, 948, 539]
story-body: প্রভাব বলেই মনে করছেন বিশেষজ্ঞরা। বৈশ্বিক বাজারে অস্থিরতার কারণে আমদানি ব্যয় বেড়েছে, যার প্রভাব পড়ছে দেশের অর্থনীতিতে। [336, 1287, 482, 1335]
story-body: সোমবার (৩০ মার্চ) দুপুরে জেলা প্রশাসক কার্যালয়ে বৈঠক অনুষ্ঠিত হয়। এতে বাণিজ্য সহযোগিতা বাড়ানোর বিষয়ে আলোচনা হয়। [336, 739, 482, 788]
story-body: শৃঙ্খলা ফিরিয়ে আনতে প্রশাসনের পক্ষ থেকে বিভিন্ন পাম্পে নজরদারি বাড়ানো হয়েছে। গ্রাহকদের চাহিদা অনুযায়ী তেল সরবরাহ নিশ্চিত করতে পাম্প মালিকদের নির্দেশ দেওয়া হয়েছে। [172, 782, 328, 842]
story-title[interactable]: সার-সেতু যুদ্ধের [644, 308, 733, 325]
editorial-paragraph: আমরা মনে করি, শুধু অভিযান নয়, সমন্বিত পরিকল্পনার মাধ্যমে জ্বালানি সরবরাহ নিশ্চিত করতে হবে। মজুতদারদের বিরুদ্ধে দ্রুত পদক্ষেপ নিলে সংকটের সুযোগ নেওয়ার প্রবণতা কমবে বলে আমাদের প্রত্যাশা। [8, 533, 326, 569]
story-body: এলাকায় জলাবদ্ধতা নিরসনে ড্রেন নির্মাণ প্রকল্পের কাজ ধীরগতিতে চলছে। ভোগান্তিতে পড়েছেন স্থানীয় বাসিন্দারা। [8, 1151, 164, 1187]
story-body: এছাড়া সম্প্রতি জ্বালানি মজুতদারদের বিরুদ্ধে অভিযান চালিয়ে বিপুল পরিমাণ তেল জব্দ করা হয়। প্রশাসন বলছে, এসব অভিযান অব্যাহত থাকবে এবং কেউ অবৈধ মজুত করলে কঠোর ব্যবস্থা নেওয়া হবে। [644, 707, 790, 792]
lead-column-b [1136, 190, 1304, 1000]
story-body: চালু করা হলেও তা কার্যকর হয়নি বলে অভিযোগ। পাম্পে গিয়ে দীর্ঘ সারিতে দাঁড়িয়ে থাকতে হচ্ছে চালকদের। [798, 783, 948, 832]
story-body: এছাড়া সম্প্রতি জ্বালানি মজুতদারদের বিরুদ্ধে অভিযান চালিয়ে বিপুল পরিমাণ তেল জব্দ করা হয়। প্রশাসন বলছে, এসব অভিযান অব্যাহত থাকবে এবং কেউ অবৈধ মজুত করলে কঠোর ব্যবস্থা নেওয়া হবে। [798, 122, 948, 195]
story-body: সোমবার (৩০ মার্চ) দুপুরে জেলা প্রশাসক কার্যালয়ে বৈঠক অনুষ্ঠিত হয়। এতে বাণিজ্য সহযোগিতা বাড়ানোর বিষয়ে আলোচনা হয়। [958, 1256, 1128, 1293]
story-title[interactable]: ডোমারে শিলাবৃষ্টি [490, 798, 588, 815]
story-body: প্রতিরোধে নতুন আশার কথা শোনাচ্ছেন গবেষকরা। প্রাথমিক পর্যায়ে রোগ শনাক্ত করা গেলে চিকিৎসায় সাফল্যের হার বাড়বে বলে মনে করছেন তাঁরা। [798, 1289, 948, 1350]
column-4 [490, 122, 636, 2010]
lead-paragraph: মসজিদ কমিটির একাধিক সদস্য জানান, নাম পরিবর্তনের সিদ্ধান্ত কমিটির সভায় নেওয়া হয়নি। স্থানীয়রা দ্রুত বিষয়টির সুষ্ঠু তদন্ত দাবি করেছেন। [1136, 574, 1304, 622]
story-body: কার্যালয়ে অভিযান চালিয়েছে দুর্নীতি দমন কমিশন। বিভিন্ন নথিপত্র জব্দ করা হয়েছে বলে জানা গেছে। [1136, 1390, 1304, 1427]
story-title[interactable]: এখন সর্বস্ব ২ [336, 1106, 409, 1123]
story-body: সেলসম্যান ও বিভিন্ন পদে কয়েকশ তরুণ-তরুণী অংশ নেন। আয়োজকরা জানান, মেলায় অংশ নেওয়া প্রতিষ্ঠানগুলো তাৎক্ষণিক নিয়োগ দিয়েছে। [644, 924, 790, 984]
story-body: এছাড়া সম্প্রতি জ্বালানি মজুতদারদের বিরুদ্ধে অভিযান চালিয়ে বিপুল পরিমাণ তেল জব্দ করা হয়। প্রশাসন বলছে, এসব অভিযান অব্যাহত থাকবে এবং কেউ অবৈধ মজুত করলে কঠোর ব্যবস্থা নেওয়া হবে। [958, 1604, 1128, 1664]
story-body: মোবাইল, টাকা-পয়সা ছেড়ে দেয়। প্রতিবাদ করলে মারধর করে ডাকাতদল। মহাসড়কে একের পর এক ডাকাতির ঘটনায় যাত্রীদের মধ্যে আতঙ্ক ছড়িয়ে পড়েছে। পুলিশ জানিয়েছে, ডাকাতদলের সদস্যদের শনাক্তে অভিযান চলছে। [798, 631, 948, 716]
story-body: গাইবান্ধার পলাশবাড়ী উপজেলায় এক গৃহবধূর রহস্যজনক মৃত্যু হয়েছে। পুলিশ মরদেহ উদ্ধার করে ময়নাতদন্তের জন্য মর্গে পাঠিয়েছে। [336, 1175, 482, 1224]
story-body: এলাকায় জলাবদ্ধতা নিরসনে ড্রেন নির্মাণ প্রকল্পের কাজ ধীরগতিতে চলছে। ভোগান্তিতে পড়েছেন স্থানীয় বাসিন্দারা। [958, 1707, 1128, 1744]
story-title[interactable]: পলাশবাড়ীতে গৃহবধূ [172, 1375, 284, 1392]
story-title[interactable]: রংপুর সিভিল সার্জন [336, 1229, 449, 1246]
column-divider [168, 782, 169, 2010]
lead-paragraph: স্থানীয় সূত্রে জানা যায়, তালিকাভুক্ত মসজিদের ইমাম ও মুয়াজ্জিনদের জন্য বরাদ্দ করা সম্মানী ভাতা পেতে এই অনিয়ম করা হয়েছে। এলাকাবাসীর অভিযোগ, প্রকৃত মসজিদটি ভিন্ন গ্রামে অবস্থিত হলেও কাগজে ভিন্ন ঠিকানা দেখানো হয়েছে। [958, 278, 1128, 351]
story-body: কার্যালয়ে অভিযান চালিয়েছে দুর্নীতি দমন কমিশন। বিভিন্ন নথিপত্র জব্দ করা হয়েছে বলে জানা গেছে। [172, 1334, 328, 1370]
story-body: সোমবার (৩০ মার্চ) দুপুরে জেলা প্রশাসক কার্যালয়ে বৈঠক অনুষ্ঠিত হয়। এতে বাণিজ্য সহযোগিতা বাড়ানোর বিষয়ে আলোচনা হয়। [8, 1190, 164, 1239]
story-body: প্রভাব বলেই মনে করছেন বিশেষজ্ঞরা। বৈশ্বিক বাজারে অস্থিরতার কারণে আমদানি ব্যয় বেড়েছে, যার প্রভাব পড়ছে দেশের অর্থনীতিতে। [644, 1219, 790, 1268]
editorial-paragraph: বেশি দাম দিয়ে হলেও ব্যবস্থা করতে চাইছে সরকার। তবে এর মধ্যেই একশ্রেণির অসাধু ব্যবসায়ী জ্বালানি তেল মজুত করে কৃত্রিম সংকট তৈরি করছে বলে অভিযোগ উঠেছে। পেট্রোল, অকটেন ও ডিজেলের সংকটের সুযোগে বাড়তি দামে বিক্রির চেষ্টা চলছে। [8, 390, 326, 438]
pen-inkwell-icon [16, 246, 92, 328]
story-body: উপজেলা নির্বাহী অফিসারের সরকারি কমিশনিং এর নেতৃত্বে জমি অধিগ্রহণ সংক্রান্ত বিষয়ে আলোচনা হয়। সোলার প্রকল্পের জন্য অধিগ্রহণকৃত জমির ক্ষতিপূরণ নিয়ে কৃষকদের মধ্যে অসন্তোষ দেখা দিয়েছে। [798, 959, 948, 1032]
story-body: খেলাধুলার প্রতি আগ্রহী করতে নানা উদ্যোগ নেওয়া হয়েছে। মাদক থেকে দূরে রাখতে ক্রীড়ার বিকল্প নেই বলে মন্তব্য করেন বক্তারা। [1136, 1529, 1304, 1578]
story-body: ঘণ্টাব্যাপী শিলাবৃষ্টিতে ফসলের ব্যাপক ক্ষতি হয়েছে। বোরো ধান, ভুট্টা ও সবজি খেত নষ্ট হওয়ায় কৃষকরা দুশ্চিন্তায় পড়েছেন। [8, 1678, 164, 1727]
lead-headline-line-1: সরকারি ভাতার আশায় [1023, 119, 1239, 147]
column-2-lower [172, 782, 328, 2012]
story-body: পরিবারের দাবি, চিকিৎসার খরচ জোগাতে গিয়ে সর্বস্ব হারিয়েছেন তাঁরা। সমাজের বিত্তবানদের সহায়তা কামনা করেছেন। [490, 1232, 636, 1281]
story-body: শৃঙ্খলা ফিরিয়ে আনতে প্রশাসনের পক্ষ থেকে বিভিন্ন পাম্পে নজরদারি বাড়ানো হয়েছে। গ্রাহকদের চাহিদা অনুযায়ী তেল সরবরাহ নিশ্চিত করতে পাম্প মালিকদের নির্দেশ দেওয়া হয়েছে। [8, 914, 164, 975]
story-body: ঘণ্টাব্যাপী শিলাবৃষ্টিতে ফসলের ব্যাপক ক্ষতি হয়েছে। বোরো ধান, ভুট্টা ও সবজি খেত নষ্ট হওয়ায় কৃষকরা দুশ্চিন্তায় পড়েছেন। [336, 571, 482, 620]
story-body: কারণে দেশে সারের সংকট দেখা দিতে পারে বলে আশঙ্কা করছেন কৃষি বিশেষজ্ঞরা। আমদানি নির্ভরতা কমাতে দেশীয় উৎপাদন বাড়ানোর তাগিদ দিয়েছেন তাঁরা। [1136, 1338, 1304, 1387]
story-body: গাইবান্ধার পলাশবাড়ী উপজেলায় এক গৃহবধূর রহস্যজনক মৃত্যু হয়েছে। পুলিশ মরদেহ উদ্ধার করে ময়নাতদন্তের জন্য মর্গে পাঠিয়েছে। [172, 1393, 328, 1442]
story-body: এলাকায় জলাবদ্ধতা নিরসনে ড্রেন নির্মাণ প্রকল্পের কাজ ধীরগতিতে চলছে। ভোগান্তিতে পড়েছেন স্থানীয় বাসিন্দারা। [798, 919, 948, 955]
story-body: মজুত আছে। গতকাল সোমবার ৩০ মার্চ এবং আগামী ৩ এপ্রিল আরও একটি তেলের জাহাজ আসবে। তবে দেশে জ্বালানি তেলের পর্যাপ্ত মজুত রয়েছে বলে জানিয়েছে জ্বালানি বিভাগ। কোনো ধরনের গুজবে কান না দেওয়ার আহ্বান জানানো হয়েছে। আমদানিতে যুক্তরাষ্ট্রে নিষেধাজ্ঞা থাকলেও বিকল্প উৎস থেকে তেল আনার প্রক্রিয়া চলছে। [336, 979, 482, 1100]
story-body: প্রতিরোধে নতুন আশার কথা শোনাচ্ছেন গবেষকরা। প্রাথমিক পর্যায়ে রোগ শনাক্ত করা গেলে চিকিৎসায় সাফল্যের হার বাড়বে বলে মনে করছেন তাঁরা। [1136, 1195, 1304, 1244]
lead-paragraph: উপজেলা ইসলামিক ফাউন্ডেশনের একজন কর্মকর্তা বলেন, বিষয়টি সম্পর্কে তাঁরা অবগত নন। অভিযোগ পেলে তদন্ত করে প্রয়োজনীয় ব্যবস্থা নেওয়া হবে। [1136, 522, 1304, 570]
story-body: সোমবার (৩০ মার্চ) দুপুরে জেলা প্রশাসক কার্যালয়ে বৈঠক অনুষ্ঠিত হয়। এতে বাণিজ্য সহযোগিতা বাড়ানোর বিষয়ে আলোচনা হয়। [798, 375, 948, 423]
story-body: রংপুরে জ্বালানি তেলের অবৈধ মজুত উদ্ধারে অভিযান চালিয়েছে ভ্রাম্যমাণ আদালত। অভিযানে ৮৫টি ট্যাগ সিলগালা করা হয় এবং কয়েকজন ব্যবসায়ীকে জরিমানা করা হয়। [644, 847, 790, 920]
story-body: নির্বাচনকে সামনে রেখে মাঠ প্রশাসনে ব্যাপক রদবদলের প্রস্তুতি চলছে। জেলা প্রশাসক ও পুলিশ সুপারদের নিরপেক্ষ ভূমিকা নিশ্চিত করতে নির্দেশনা দেওয়া হয়েছে। বিশ্লেষকরা বলছেন, প্রশাসনের প্রতি আস্থা ফেরাতে স্বচ্ছ প্রক্রিয়া জরুরি। [644, 218, 790, 303]
story-body: ঘণ্টাব্যাপী শিলাবৃষ্টিতে ফসলের ব্যাপক ক্ষতি হয়েছে। বোরো ধান, ভুট্টা ও সবজি খেত নষ্ট হওয়ায় কৃষকরা দুশ্চিন্তায় পড়েছেন। [958, 1412, 1128, 1448]
story-title[interactable]: তরুণদের যারা [1136, 1511, 1216, 1528]
story-body: নিষ্পত্তি হবে অভিযোগ। সেবা প্রত্যাশীদের ভোগান্তি কমাতে নতুন ব্যবস্থা চালু করা হয়েছে বলে জানিয়েছে কর্তৃপক্ষ। [172, 1445, 328, 1494]
story-body: সেলসম্যান ও বিভিন্ন পদে কয়েকশ তরুণ-তরুণী অংশ নেন। আয়োজকরা জানান, মেলায় অংশ নেওয়া প্রতিষ্ঠানগুলো তাৎক্ষণিক নিয়োগ দিয়েছে। [8, 1382, 164, 1443]
story-title[interactable]: সেটা যুদ্ধের [172, 1264, 236, 1281]
story-body: এলাকায় জলাবদ্ধতা নিরসনে ড্রেন নির্মাণ প্রকল্পের কাজ ধীরগতিতে চলছে। ভোগান্তিতে পড়েছেন স্থানীয় বাসিন্দারা। [490, 1180, 636, 1229]
column-divider [1132, 1008, 1133, 2010]
story-body: মজুত আছে। গতকাল সোমবার ৩০ মার্চ এবং আগামী ৩ এপ্রিল আরও একটি তেলের জাহাজ আসবে। তবে দেশে জ্বালানি তেলের পর্যাপ্ত মজুত রয়েছে বলে জানিয়েছে জ্বালানি বিভাগ। কোনো ধরনের গুজবে কান না দেওয়ার আহ্বান জানানো হয়েছে। আমদানিতে যুক্তরাষ্ট্রে নিষেধাজ্ঞা থাকলেও বিকল্প উৎস থেকে তেল আনার প্রক্রিয়া চলছে। [644, 442, 790, 564]
story-body: রংপুরে জ্বালানি তেলের অবৈধ মজুত উদ্ধারে অভিযান চালিয়েছে ভ্রাম্যমাণ আদালত। অভিযানে ৮৫টি ট্যাগ সিলগালা করা হয় এবং কয়েকজন ব্যবসায়ীকে জরিমানা করা হয়। [8, 1730, 164, 1791]
story-body: এছাড়া সম্প্রতি জ্বালানি মজুতদারদের বিরুদ্ধে অভিযান চালিয়ে বিপুল পরিমাণ তেল জব্দ করা হয়। প্রশাসন বলছে, এসব অভিযান অব্যাহত থাকবে এবং কেউ অবৈধ মজুত করলে কঠোর ব্যবস্থা নেওয়া হবে। [8, 1075, 164, 1148]
story-body: রংপুরে জ্বালানি তেলের অবৈধ মজুত উদ্ধারে অভিযান চালিয়েছে ভ্রাম্যমাণ আদালত। অভিযানে ৮৫টি ট্যাগ সিলগালা করা হয় এবং কয়েকজন ব্যবসায়ীকে জরিমানা করা হয়। [172, 1018, 328, 1079]
story-body: কারণে দেশে সারের সংকট দেখা দিতে পারে বলে আশঙ্কা করছেন কৃষি বিশেষজ্ঞরা। আমদানি নির্ভরতা কমাতে দেশীয় উৎপাদন বাড়ানোর তাগিদ দিয়েছেন তাঁরা। [958, 1296, 1128, 1344]
lead-paragraph: উপজেলা ইসলামিক ফাউন্ডেশনের একজন কর্মকর্তা বলেন, বিষয়টি সম্পর্কে তাঁরা অবগত নন। অভিযোগ পেলে তদন্ত করে প্রয়োজনীয় ব্যবস্থা নেওয়া হবে। [958, 354, 1128, 403]
story-body: সোমবার (৩০ মার্চ) দুপুরে জেলা প্রশাসক কার্যালয়ে বৈঠক অনুষ্ঠিত হয়। এতে বাণিজ্য সহযোগিতা বাড়ানোর বিষয়ে আলোচনা হয়। [1136, 1247, 1304, 1283]
story-body: নিয়ে পালিয়েছেন ভাতিজা। পরিবারের পক্ষ থেকে থানায় অভিযোগ দায়ের করা হয়েছে। [172, 1158, 328, 1195]
story-body: রংপুরে জ্বালানি তেলের অবৈধ মজুত উদ্ধারে অভিযান চালিয়েছে ভ্রাম্যমাণ আদালত। অভিযানে ৮৫টি ট্যাগ সিলগালা করা হয় এবং কয়েকজন ব্যবসায়ীকে জরিমানা করা হয়। [490, 346, 636, 419]
column-divider [640, 122, 641, 2010]
story-body: কার্যালয়ে অভিযান চালিয়েছে দুর্নীতি দমন কমিশন। বিভিন্ন নথিপত্র জব্দ করা হয়েছে বলে জানা গেছে। [798, 1250, 948, 1286]
masthead-date-rule [318, 36, 698, 37]
story-body: চালু করা হলেও তা কার্যকর হয়নি বলে অভিযোগ। পাম্পে গিয়ে দীর্ঘ সারিতে দাঁড়িয়ে থাকতে হচ্ছে চালকদের। [958, 1668, 1128, 1704]
story-body: সেলসম্যান ও বিভিন্ন পদে কয়েকশ তরুণ-তরুণী অংশ নেন। আয়োজকরা জানান, মেলায় অংশ নেওয়া প্রতিষ্ঠানগুলো তাৎক্ষণিক নিয়োগ দিয়েছে। [958, 1028, 1128, 1076]
column-divider [794, 122, 795, 2010]
story-title[interactable]: জ্বালানি সরবরাহে [644, 124, 741, 140]
story-title[interactable]: প্রশাসন যেন [8, 980, 76, 997]
story-body: ঘণ্টাব্যাপী শিলাবৃষ্টিতে ফসলের ব্যাপক ক্ষতি হয়েছে। বোরো ধান, ভুট্টা ও সবজি খেত নষ্ট হওয়ায় কৃষকরা দুশ্চিন্তায় পড়েছেন। [644, 796, 790, 844]
editorial-kicker: জ্বালানি তেলের অবৈধ মজুত [24, 180, 185, 196]
story-body: নির্বাচনকে সামনে রেখে মাঠ প্রশাসনে ব্যাপক রদবদলের প্রস্তুতি চলছে। জেলা প্রশাসক ও পুলিশ সুপারদের নিরপেক্ষ ভূমিকা নিশ্চিত করতে নির্দেশনা দেওয়া হয়েছে। বিশ্লেষকরা বলছেন, প্রশাসনের প্রতি আস্থা ফেরাতে স্বচ্ছ প্রক্রিয়া জরুরি। [798, 542, 948, 627]
story-body: নির্বাচনকে সামনে রেখে মাঠ প্রশাসনে ব্যাপক রদবদলের প্রস্তুতি চলছে। জেলা প্রশাসক ও পুলিশ সুপারদের নিরপেক্ষ ভূমিকা নিশ্চিত করতে নির্দেশনা দেওয়া হয়েছে। বিশ্লেষকরা বলছেন, প্রশাসনের প্রতি আস্থা ফেরাতে স্বচ্ছ প্রক্রিয়া জরুরি। [8, 998, 164, 1071]
lead-paragraph: মসজিদ কমিটির একাধিক সদস্য জানান, নাম পরিবর্তনের সিদ্ধান্ত কমিটির সভায় নেওয়া হয়নি। স্থানীয়রা দ্রুত বিষয়টির সুষ্ঠু তদন্ত দাবি করেছেন। [1136, 830, 1304, 878]
page-number: ২ [1223, 0, 1296, 107]
lead-headline-rule [958, 186, 1304, 187]
lead-end-rule [958, 1004, 1304, 1005]
editorial-paragraph: মধ্যপ্রাচ্যে যুদ্ধের পরিপ্রেক্ষিতে বিভিন্ন দেশের মতো আমাদের দেশেও জ্বালানি সংকট দেখা দিয়েছে। সৃষ্ট পরিস্থিতি মোকাবিলায় বিভিন্ন উদ্যোগ নেওয়া হয়েছে। আমদানি করে সরকার পরিস্থিতি সামাল দেওয়ার চেষ্টাও নিয়েছে। স্পষ্ট যাতে দেশের মানুষ ভোগান্তিতে না পড়ে সে প্রত্যয়ও সরকারের। এরিয়েও জেলা প্রয়োজনীয় এলপিজিসহ সব কার্গো সরবরাহের নিশ্চয়তার কথা জানিয়েছে জ্বালানি মন্ত্রণালয়। [8, 572, 326, 633]
story-body: প্রভাব বলেই মনে করছেন বিশেষজ্ঞরা। বৈশ্বিক বাজারে অস্থিরতার কারণে আমদানি ব্যয় বেড়েছে, যার প্রভাব পড়ছে দেশের অর্থনীতিতে। [172, 1282, 328, 1330]
story-body: কারণে দেশে সারের সংকট দেখা দিতে পারে বলে আশঙ্কা করছেন কৃষি বিশেষজ্ঞরা। আমদানি নির্ভরতা কমাতে দেশীয় উৎপাদন বাড়ানোর তাগিদ দিয়েছেন তাঁরা। [172, 1573, 328, 1634]
story-body: মোবাইল, টাকা-পয়সা ছেড়ে দেয়। প্রতিবাদ করলে মারধর করে ডাকাতদল। মহাসড়কে একের পর এক ডাকাতির ঘটনায় যাত্রীদের মধ্যে আতঙ্ক ছড়িয়ে পড়েছে। পুলিশ জানিয়েছে, ডাকাতদলের সদস্যদের শনাক্তে অভিযান চলছে। [336, 122, 482, 207]
story-body: খেলাধুলার প্রতি আগ্রহী করতে নানা উদ্যোগ নেওয়া হয়েছে। মাদক থেকে দূরে রাখতে ক্রীড়ার বিকল্প নেই বলে মন্তব্য করেন বক্তারা। [8, 1626, 164, 1675]
editorial-paragraph: সংকটের এই সময়ে বিভিন্ন স্থানে অভিযান চালিয়ে বিপুল পরিমাণ জ্বালানি তেল উদ্ধার করা হয়েছে। এসব ঘটনায় জড়িতদের বিরুদ্ধে দৃষ্টান্তমূলক শাস্তি নিশ্চিত করা জরুরি। বিনা কারণে তেল মজুত করে যারা সংকট তৈরি করছে তাদের চিহ্নিত করে আইনের আওতায় আনতে হবে। [8, 636, 326, 685]
